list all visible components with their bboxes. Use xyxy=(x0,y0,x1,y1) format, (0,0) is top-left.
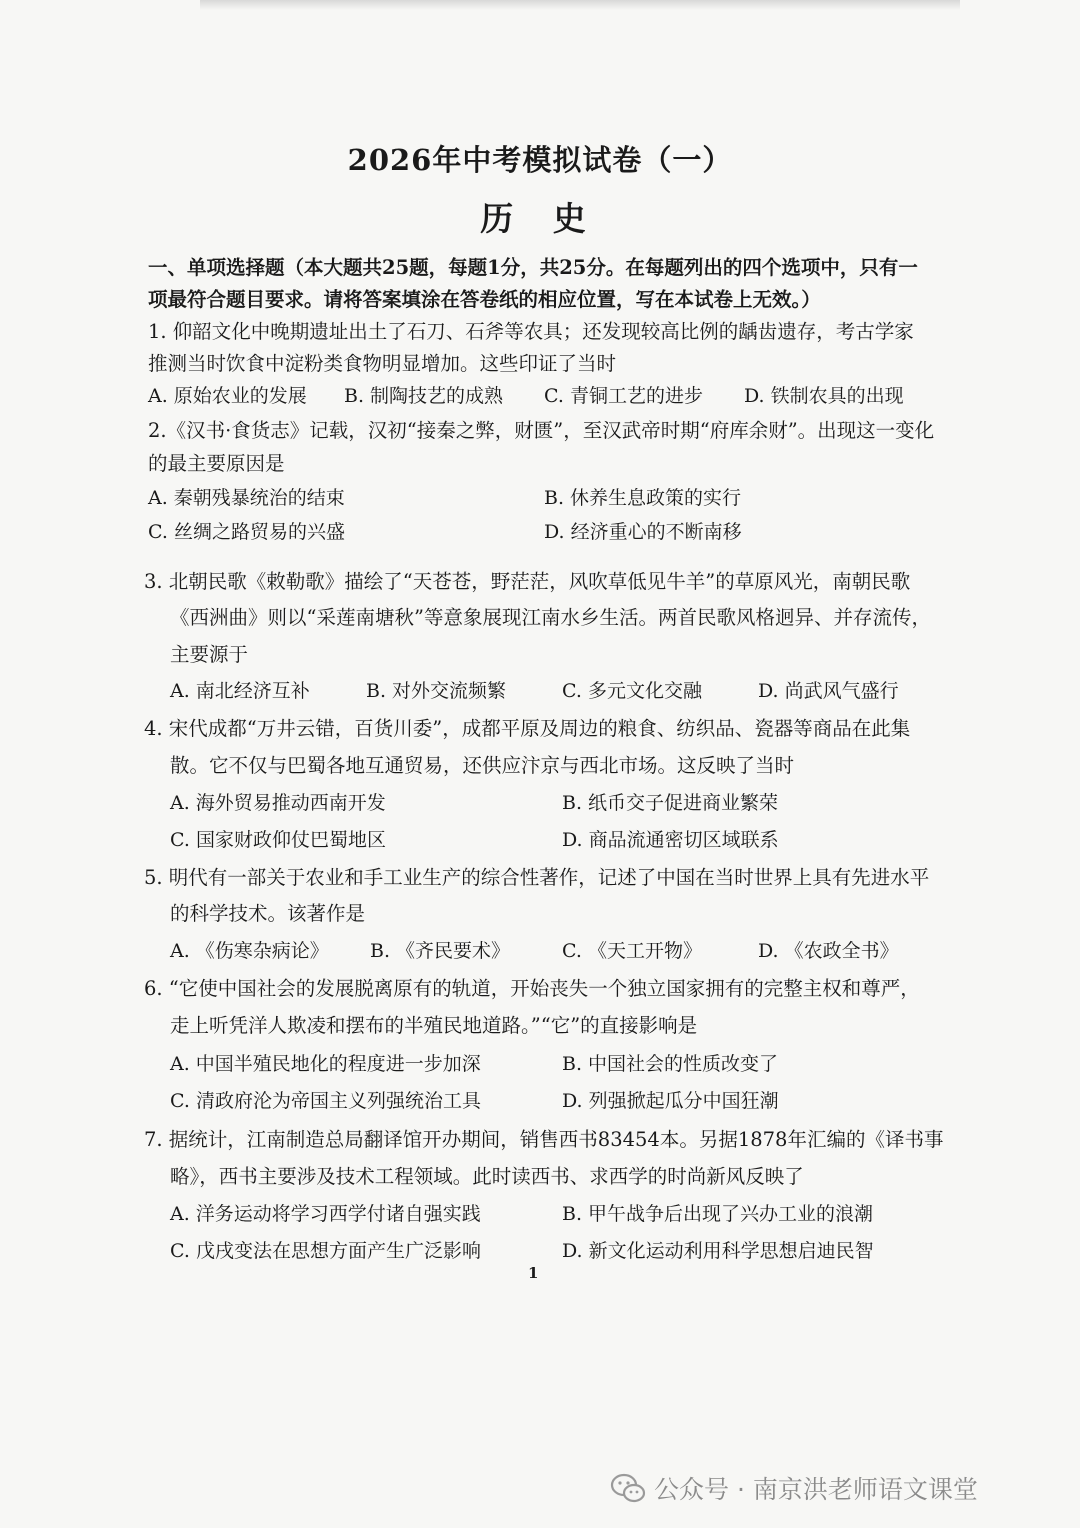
question-7-line1: 7. 据统计，江南制造总局翻译馆开办期间，销售西书83454本。另据1878年汇编的《译书事 xyxy=(144,1128,944,1151)
question-3-line1: 3. 北朝民歌《敕勒歌》描绘了“天苍苍，野茫茫，风吹草低见牛羊”的草原风光，南朝民歌 xyxy=(144,570,911,593)
question-2-line1: 2.《汉书·食货志》记载，汉初“接秦之弊，财匮”，至汉武帝时期“府库余财”。出现这一变化 xyxy=(148,419,935,442)
question-3-option-b: B. 对外交流频繁 xyxy=(366,680,507,702)
exam-title: 2026年中考模拟试卷（一） xyxy=(347,143,733,177)
question-4-line1: 4. 宋代成都“万井云错，百货川委”，成都平原及周边的粮食、纺织品、瓷器等商品在此集 xyxy=(144,717,911,740)
question-5-line1: 5. 明代有一部关于农业和手工业生产的综合性著作，记述了中国在当时世界上具有先进水平 xyxy=(144,866,930,889)
question-6-option-b: B. 中国社会的性质改变了 xyxy=(562,1053,779,1075)
question-6-line1: 6. “它使中国社会的发展脱离原有的轨道，开始丧失一个独立国家拥有的完整主权和尊严， xyxy=(144,977,920,1000)
question-5-option-c: C. 《天工开物》 xyxy=(562,940,702,962)
question-3-line3: 主要源于 xyxy=(170,643,249,666)
question-1-option-c: C. 青铜工艺的进步 xyxy=(544,385,703,407)
question-3-option-d: D. 尚武风气盛行 xyxy=(758,680,899,702)
question-4-option-c: C. 国家财政仰仗巴蜀地区 xyxy=(170,829,386,851)
question-7-option-d: D. 新文化运动利用科学思想启迪民智 xyxy=(562,1240,874,1262)
question-6-line2: 走上听凭洋人欺凌和摆布的半殖民地道路。”“它”的直接影响是 xyxy=(170,1014,698,1037)
watermark xyxy=(610,1468,978,1508)
question-6-option-d: D. 列强掀起瓜分中国狂潮 xyxy=(562,1090,779,1112)
question-6-option-a: A. 中国半殖民地化的程度进一步加深 xyxy=(170,1053,481,1075)
question-7-option-a: A. 洋务运动将学习西学付诸自强实践 xyxy=(170,1203,481,1225)
question-3-line2: 《西洲曲》则以“采莲南塘秋”等意象展现江南水乡生活。两首民歌风格迥异、并存流传， xyxy=(170,606,931,629)
page-number: 1 xyxy=(528,1264,539,1282)
question-5-line2: 的科学技术。该著作是 xyxy=(170,902,366,925)
question-1-line2: 推测当时饮食中淀粉类食物明显增加。这些印证了当时 xyxy=(148,352,617,375)
question-5-option-d: D. 《农政全书》 xyxy=(758,940,899,962)
question-1-option-d: D. 铁制农具的出现 xyxy=(744,385,904,407)
question-5-option-b: B. 《齐民要术》 xyxy=(370,940,511,962)
question-2-option-c: C. 丝绸之路贸易的兴盛 xyxy=(148,521,345,543)
question-7-option-b: B. 甲午战争后出现了兴办工业的浪潮 xyxy=(562,1203,874,1225)
question-7-option-c: C. 戊戌变法在思想方面产生广泛影响 xyxy=(170,1240,481,1262)
question-2-option-b: B. 休养生息政策的实行 xyxy=(544,487,742,509)
question-4-option-d: D. 商品流通密切区域联系 xyxy=(562,829,779,851)
question-2-line2: 的最主要原因是 xyxy=(148,452,285,475)
question-7-line2: 略》，西书主要涉及技术工程领域。此时读西书、求西学的时尚新风反映了 xyxy=(170,1165,804,1188)
question-1-line1: 1. 仰韶文化中晚期遗址出土了石刀、石斧等农具；还发现较高比例的龋齿遗存，考古学家 xyxy=(148,320,914,343)
question-4-line2: 散。它不仅与巴蜀各地互通贸易，还供应汴京与西北市场。这反映了当时 xyxy=(170,754,795,777)
question-1-option-b: B. 制陶技艺的成熟 xyxy=(344,385,504,407)
question-1-option-a: A. 原始农业的发展 xyxy=(148,385,307,407)
watermark-text: 公众号 · 南京洪老师语文课堂 xyxy=(654,1475,978,1504)
question-5-option-a: A. 《伤寒杂病论》 xyxy=(170,940,329,962)
question-2-option-a: A. 秦朝残暴统治的结束 xyxy=(148,487,345,509)
subject-title: 历 史 xyxy=(480,199,600,238)
question-2-option-d: D. 经济重心的不断南移 xyxy=(544,521,742,543)
question-6-option-c: C. 清政府沦为帝国主义列强统治工具 xyxy=(170,1090,481,1112)
section-heading-line1: 一、单项选择题（本大题共25题，每题1分，共25分。在每题列出的四个选项中，只有一 xyxy=(148,256,918,279)
scan-shadow xyxy=(200,0,960,10)
question-4-option-b: B. 纸币交子促进商业繁荣 xyxy=(562,792,779,814)
question-3-option-c: C. 多元文化交融 xyxy=(562,680,702,702)
question-3-option-a: A. 南北经济互补 xyxy=(170,680,310,702)
question-4-option-a: A. 海外贸易推动西南开发 xyxy=(170,792,386,814)
wechat-icon xyxy=(610,1472,646,1504)
section-heading-line2: 项最符合题目要求。请将答案填涂在答卷纸的相应位置，写在本试卷上无效。） xyxy=(148,288,821,311)
